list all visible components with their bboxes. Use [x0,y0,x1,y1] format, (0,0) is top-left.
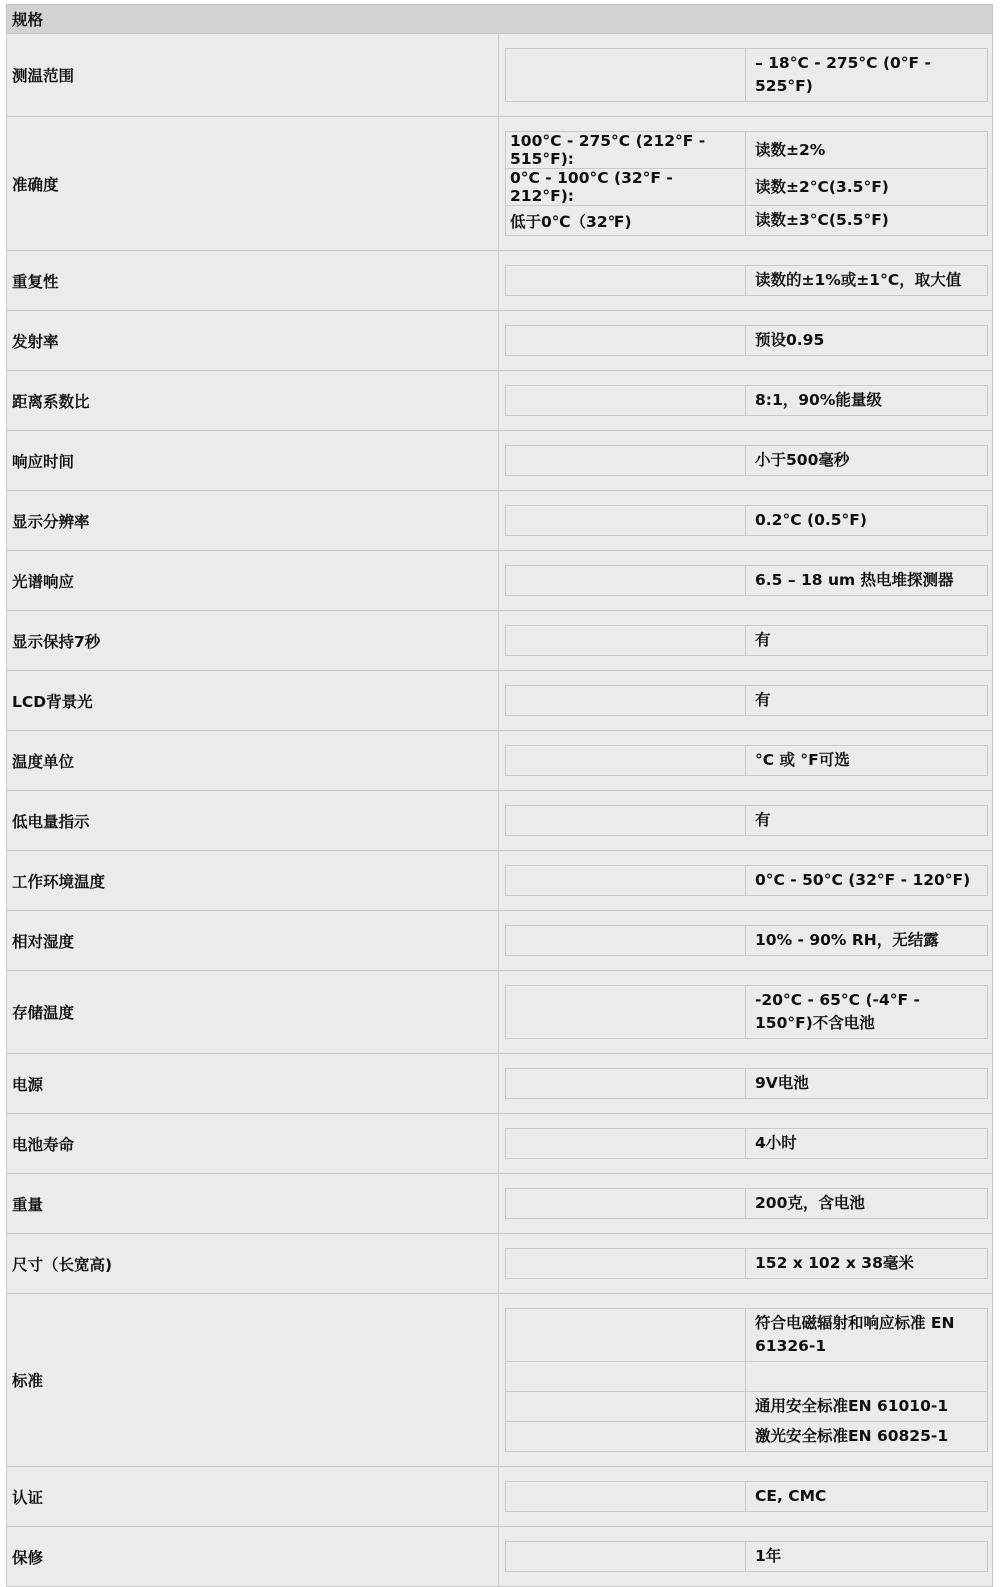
table-row [6,851,993,911]
row-label: 重量 [7,1174,499,1233]
condition-cell [506,566,746,595]
value-cell: -20°C - 65°C (-4°F - 150°F)不含电池 [755,991,920,1032]
row-value-cell [499,971,992,1053]
condition-cell [506,1542,746,1571]
value-subrow [505,1128,988,1159]
row-label: 显示保持7秒 [7,611,499,670]
value-cell: 6.5 – 18 um 热电堆探测器 [755,571,954,589]
row-value-cell [499,1467,992,1526]
value-subrow [505,48,988,102]
row-label: 光谱响应 [7,551,499,610]
row-label: 尺寸（长宽高) [7,1234,499,1293]
value-cell: 读数的±1%或±1°C，取大值 [755,271,962,289]
value-subrow [505,925,988,956]
table-row [6,491,993,551]
value-cell: 有 [755,811,771,829]
table-row [6,1114,993,1174]
row-label: 标准 [7,1294,499,1466]
value-cell: 8:1，90%能量级 [755,391,882,409]
value-cell: 200克，含电池 [755,1194,865,1212]
row-value-cell [499,491,992,550]
condition-cell [506,1482,746,1511]
table-row [6,117,993,251]
condition-cell: 0°C - 100°C (32°F - 212°F): [506,169,746,205]
value-cell [746,1362,987,1391]
row-value-cell [499,551,992,610]
value-subrow [505,445,988,476]
row-label: 温度单位 [7,731,499,790]
table-row [6,611,993,671]
value-cell: 有 [755,631,771,649]
value-cell: 符合电磁辐射和响应标准 EN 61326-1 [755,1314,955,1355]
row-value-cell [499,311,992,370]
value-cell: 10% - 90% RH，无结露 [755,931,939,949]
value-subrow [505,1422,988,1452]
row-label: 准确度 [7,117,499,250]
condition-cell [506,1362,746,1391]
table-row [6,731,993,791]
table-row [6,1234,993,1294]
value-subrow [505,1068,988,1099]
row-label: LCD背景光 [7,671,499,730]
value-subrow [505,206,988,236]
table-row [6,1527,993,1587]
row-value-cell [499,371,992,430]
row-value-cell [499,1234,992,1293]
condition-cell [506,1392,746,1421]
row-value-cell [499,251,992,310]
value-subrow [505,1541,988,1572]
value-cell: 预设0.95 [755,331,825,349]
value-cell: – 18°C - 275°C (0°F - 525°F) [755,54,931,95]
value-subrow [505,505,988,536]
condition-cell [506,386,746,415]
table-row [6,311,993,371]
row-value-cell [499,611,992,670]
value-cell: 0.2°C (0.5°F) [755,511,867,529]
value-cell: 读数±2% [755,140,826,159]
value-cell: 通用安全标准EN 61010-1 [755,1397,949,1415]
table-row [6,1294,993,1467]
row-label: 相对湿度 [7,911,499,970]
condition-cell [506,1309,746,1361]
value-cell: 9V电池 [755,1074,809,1092]
table-header [6,4,993,34]
row-label: 测温范围 [7,34,499,116]
condition-cell [506,1069,746,1098]
table-row [6,971,993,1054]
condition-cell [506,926,746,955]
condition-cell: 100°C - 275°C (212°F - 515°F): [506,132,746,168]
value-cell: 读数±3°C(5.5°F) [755,211,889,229]
value-subrow [505,745,988,776]
table-row [6,1467,993,1527]
row-label: 重复性 [7,251,499,310]
condition-cell [506,266,746,295]
condition-cell [506,746,746,775]
row-value-cell [499,1174,992,1233]
header-title: 规格 [12,11,44,29]
row-label: 工作环境温度 [7,851,499,910]
value-subrow [505,1188,988,1219]
row-label: 显示分辨率 [7,491,499,550]
value-cell: °C 或 °F可选 [755,751,850,769]
condition-cell [506,986,746,1038]
condition-cell [506,506,746,535]
value-subrow [505,625,988,656]
row-label: 存储温度 [7,971,499,1053]
table-row [6,791,993,851]
table-row [6,671,993,731]
value-subrow [505,985,988,1039]
row-label: 电源 [7,1054,499,1113]
condition-cell [506,686,746,715]
value-subrow [505,1362,988,1392]
row-value-cell [499,1114,992,1173]
value-cell: 4小时 [755,1134,797,1152]
value-cell: 有 [755,691,771,709]
row-value-cell [499,851,992,910]
row-value-cell [499,1527,992,1586]
value-cell: 0°C - 50°C (32°F - 120°F) [755,871,971,889]
condition-cell [506,1189,746,1218]
value-cell: 小于500毫秒 [755,451,850,469]
condition-cell [506,1129,746,1158]
value-cell: 1年 [755,1547,782,1565]
value-cell: 读数±2°C(3.5°F) [755,177,889,196]
row-value-cell [499,731,992,790]
condition-cell [506,1249,746,1278]
row-value-cell [499,34,992,116]
row-label: 发射率 [7,311,499,370]
value-subrow [505,169,988,206]
value-subrow [505,131,988,169]
row-label: 电池寿命 [7,1114,499,1173]
value-subrow [505,325,988,356]
value-subrow [505,565,988,596]
row-label: 认证 [7,1467,499,1526]
condition-cell [506,49,746,101]
value-subrow [505,865,988,896]
row-value-cell [499,671,992,730]
spec-rows [6,34,993,1587]
value-cell: 激光安全标准EN 60825-1 [755,1427,949,1445]
row-label: 距离系数比 [7,371,499,430]
table-row [6,911,993,971]
table-row [6,1174,993,1234]
value-subrow [505,1308,988,1362]
condition-cell [506,626,746,655]
condition-cell [506,326,746,355]
row-value-cell [499,1294,992,1466]
row-value-cell [499,431,992,490]
table-row [6,551,993,611]
row-value-cell [499,911,992,970]
value-subrow [505,1248,988,1279]
value-subrow [505,685,988,716]
row-value-cell [499,791,992,850]
condition-cell [506,866,746,895]
value-subrow [505,805,988,836]
row-label: 低电量指示 [7,791,499,850]
table-row [6,251,993,311]
value-subrow [505,1481,988,1512]
value-subrow [505,385,988,416]
value-cell: CE, CMC [755,1487,827,1505]
condition-cell: 低于0℃（32℉) [506,206,746,235]
condition-cell [506,1422,746,1451]
condition-cell [506,806,746,835]
row-value-cell [499,1054,992,1113]
condition-cell [506,446,746,475]
value-subrow [505,265,988,296]
row-value-cell [499,117,992,250]
value-cell: 152 x 102 x 38毫米 [755,1254,914,1272]
value-subrow [505,1392,988,1422]
table-row [6,1054,993,1114]
row-label: 保修 [7,1527,499,1586]
table-row [6,34,993,117]
table-row [6,371,993,431]
spec-table [6,4,993,1587]
row-label: 响应时间 [7,431,499,490]
table-row [6,431,993,491]
